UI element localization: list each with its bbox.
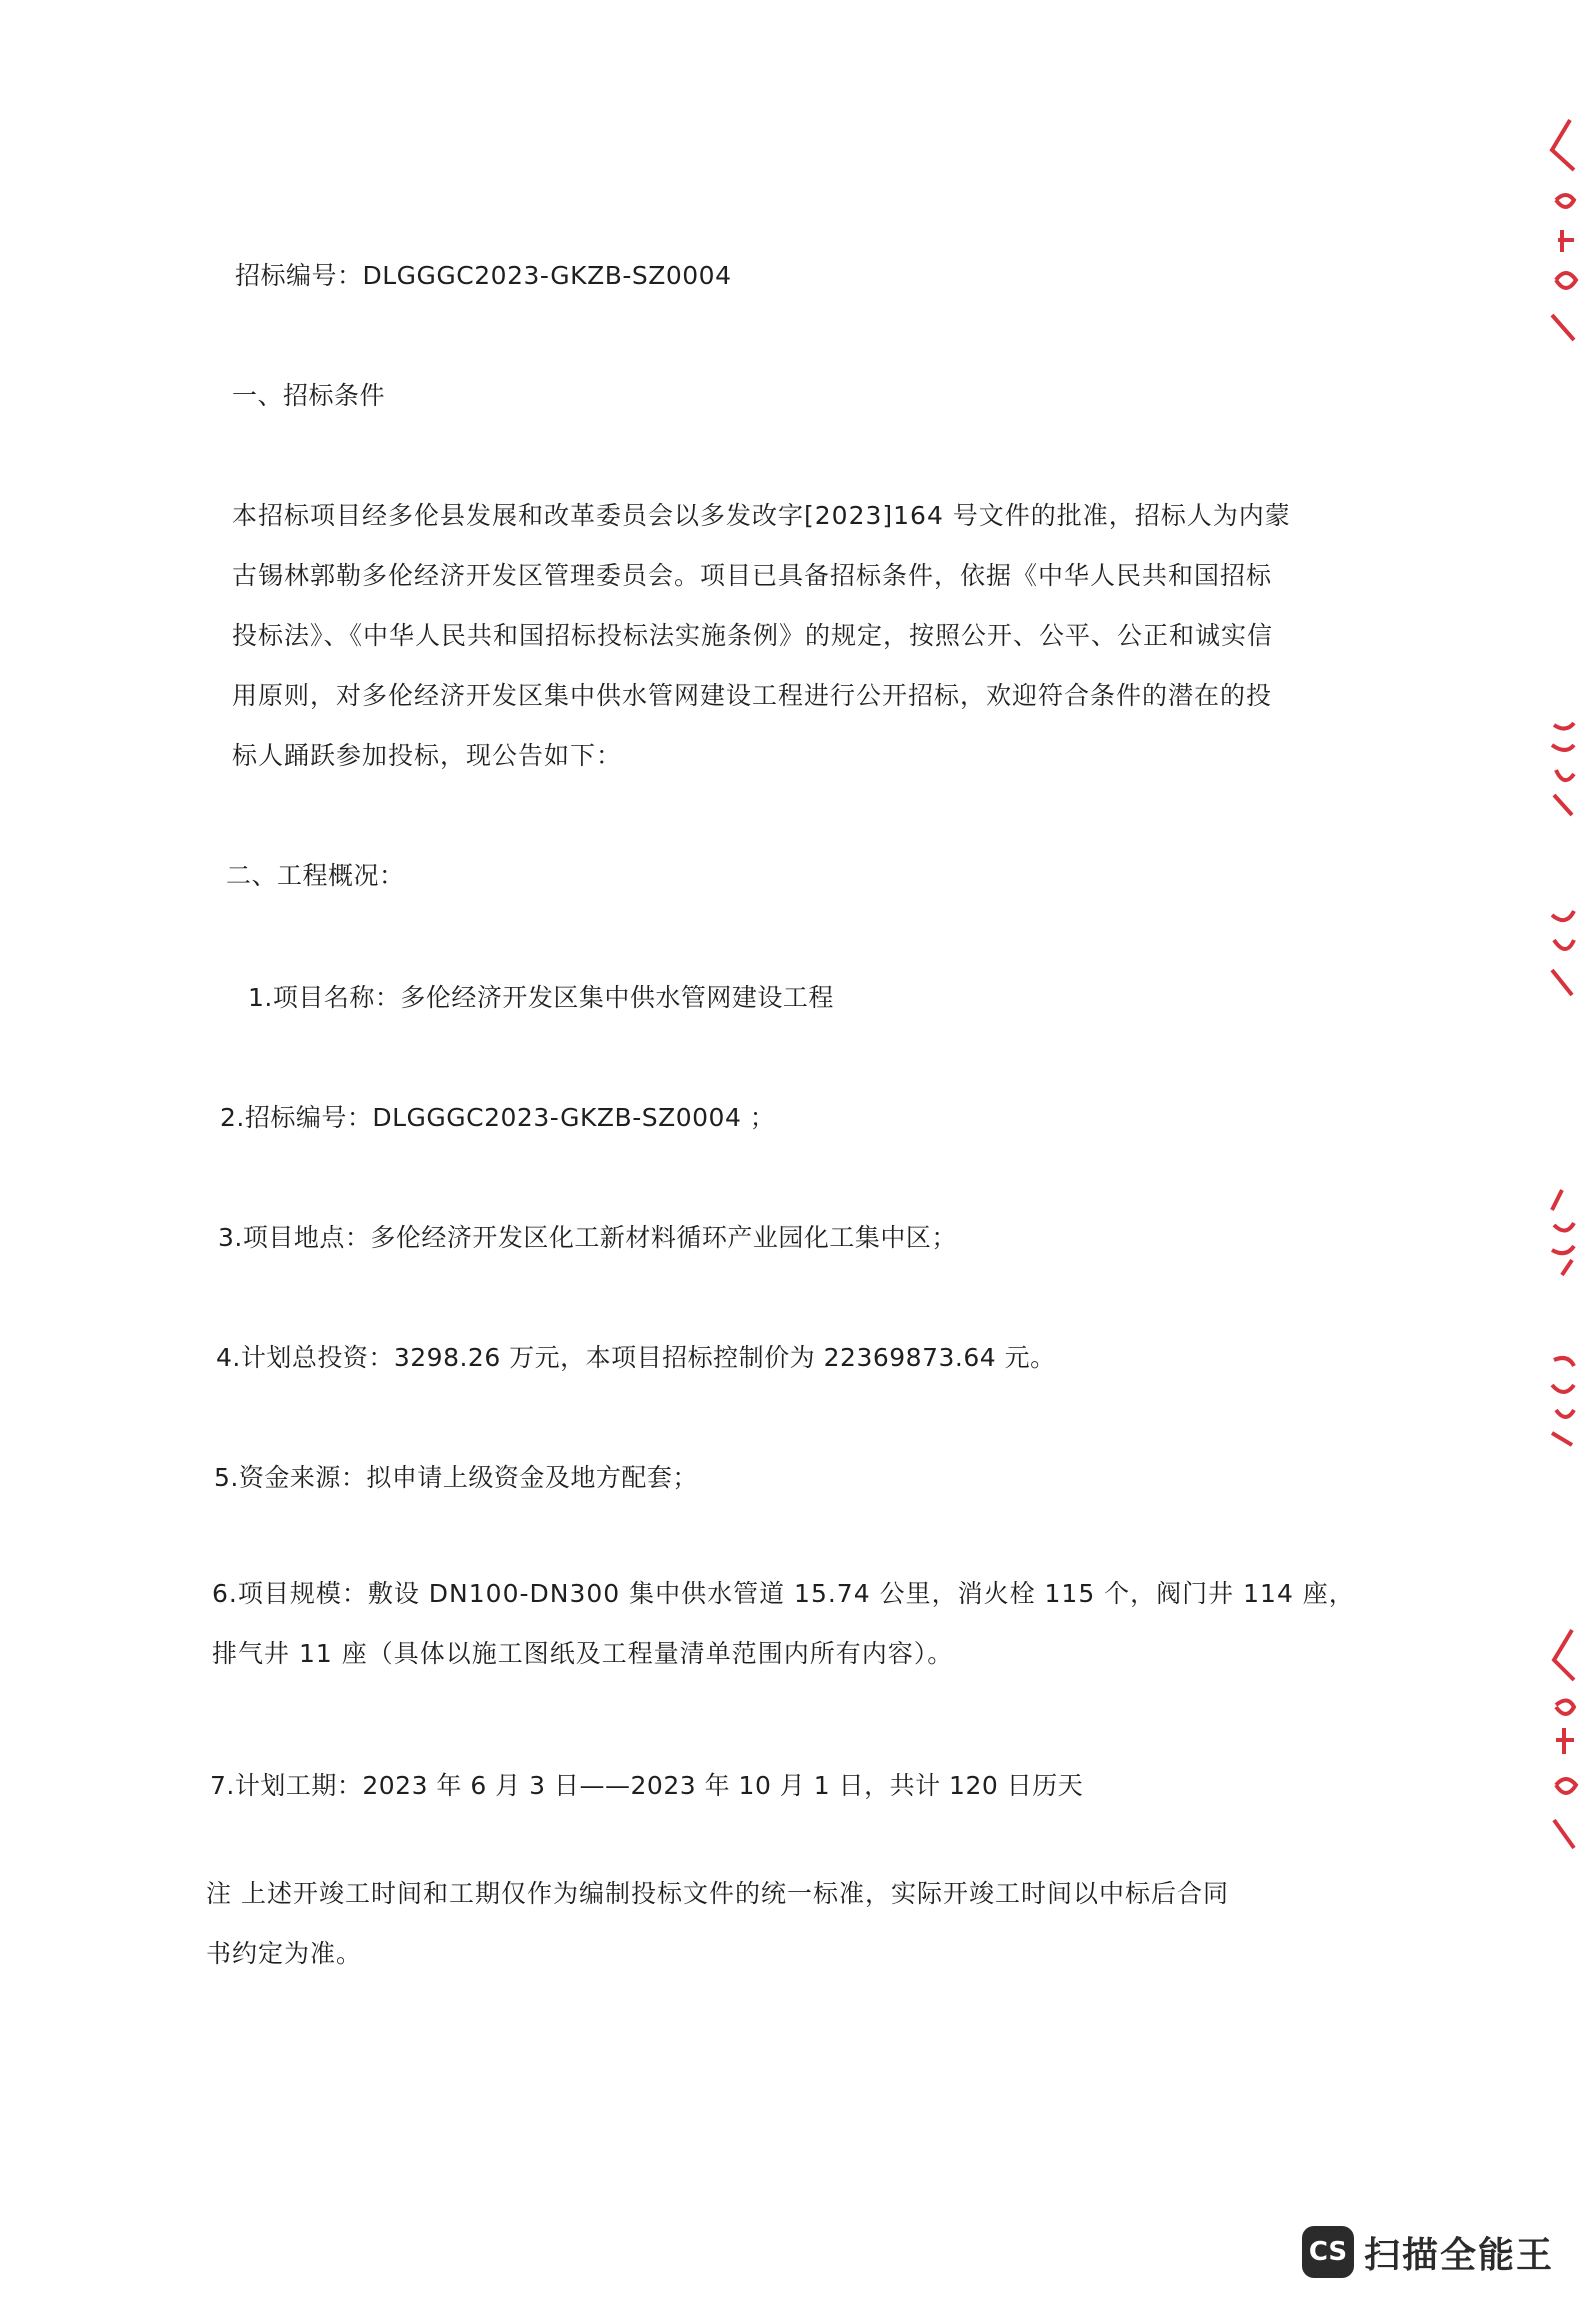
seal-fragment-2 <box>1522 715 1582 825</box>
seal-fragment-4 <box>1522 1180 1582 1290</box>
seal-fragment-3 <box>1522 900 1582 1010</box>
item-5: 5.资金来源：拟申请上级资金及地方配套； <box>214 1463 698 1492</box>
camscanner-text: 扫描全能王 <box>1363 2234 1554 2276</box>
section1-line-2: 古锡林郭勒多伦经济开发区管理委员会。项目已具备招标条件，依据《中华人民共和国招标 <box>232 561 1273 590</box>
item-2: 2.招标编号：DLGGGC2023-GKZB-SZ0004 ； <box>220 1103 776 1132</box>
note <box>206 1864 1229 1984</box>
item-3: 3.项目地点：多伦经济开发区化工新材料循环产业园化工集中区； <box>218 1223 957 1252</box>
note-line-1: 注 上述开竣工时间和工期仅作为编制投标文件的统一标准，实际开竣工时间以中标后合同 <box>206 1879 1229 1908</box>
camscanner-logo-icon: CS <box>1302 2226 1354 2278</box>
item-1: 1.项目名称：多伦经济开发区集中供水管网建设工程 <box>248 983 834 1012</box>
item-6-line-1: 6.项目规模：敷设 DN100-DN300 集中供水管道 15.74 公里，消火栓 115 个，阀门井 114 座， <box>212 1579 1355 1608</box>
section1-line-1: 本招标项目经多伦县发展和改革委员会以多发改字[2023]164 号文件的批准，招标人为内蒙 <box>232 501 1291 530</box>
item-6-line-2: 排气井 11 座（具体以施工图纸及工程量清单范围内所有内容）。 <box>212 1639 954 1668</box>
seal-fragment-6 <box>1522 1620 1582 1860</box>
section1-line-3: 投标法》、《中华人民共和国招标投标法实施条例》的规定，按照公开、公平、公正和诚实信 <box>232 621 1274 650</box>
section1-line-4: 用原则，对多伦经济开发区集中供水管网建设工程进行公开招标，欢迎符合条件的潜在的投 <box>232 681 1273 710</box>
section2-heading: 二、工程概况： <box>226 861 405 890</box>
section1-heading: 一、招标条件 <box>232 381 386 410</box>
item-7: 7.计划工期：2023 年 6 月 3 日——2023 年 10 月 1 日，共计 120 日历天 <box>210 1771 1084 1800</box>
item-4: 4.计划总投资：3298.26 万元，本项目招标控制价为 22369873.64 元。 <box>216 1343 1056 1372</box>
seal-fragment-1 <box>1522 110 1582 350</box>
seal-fragment-5 <box>1522 1345 1582 1455</box>
section1-line-5: 标人踊跃参加投标，现公告如下： <box>232 741 623 770</box>
note-line-2: 书约定为准。 <box>206 1939 363 1968</box>
camscanner-watermark <box>1302 2226 1554 2278</box>
bid-number-line: 招标编号：DLGGGC2023-GKZB-SZ0004 <box>235 261 732 290</box>
section1-paragraph <box>232 486 1291 786</box>
item-6 <box>212 1564 1355 1684</box>
